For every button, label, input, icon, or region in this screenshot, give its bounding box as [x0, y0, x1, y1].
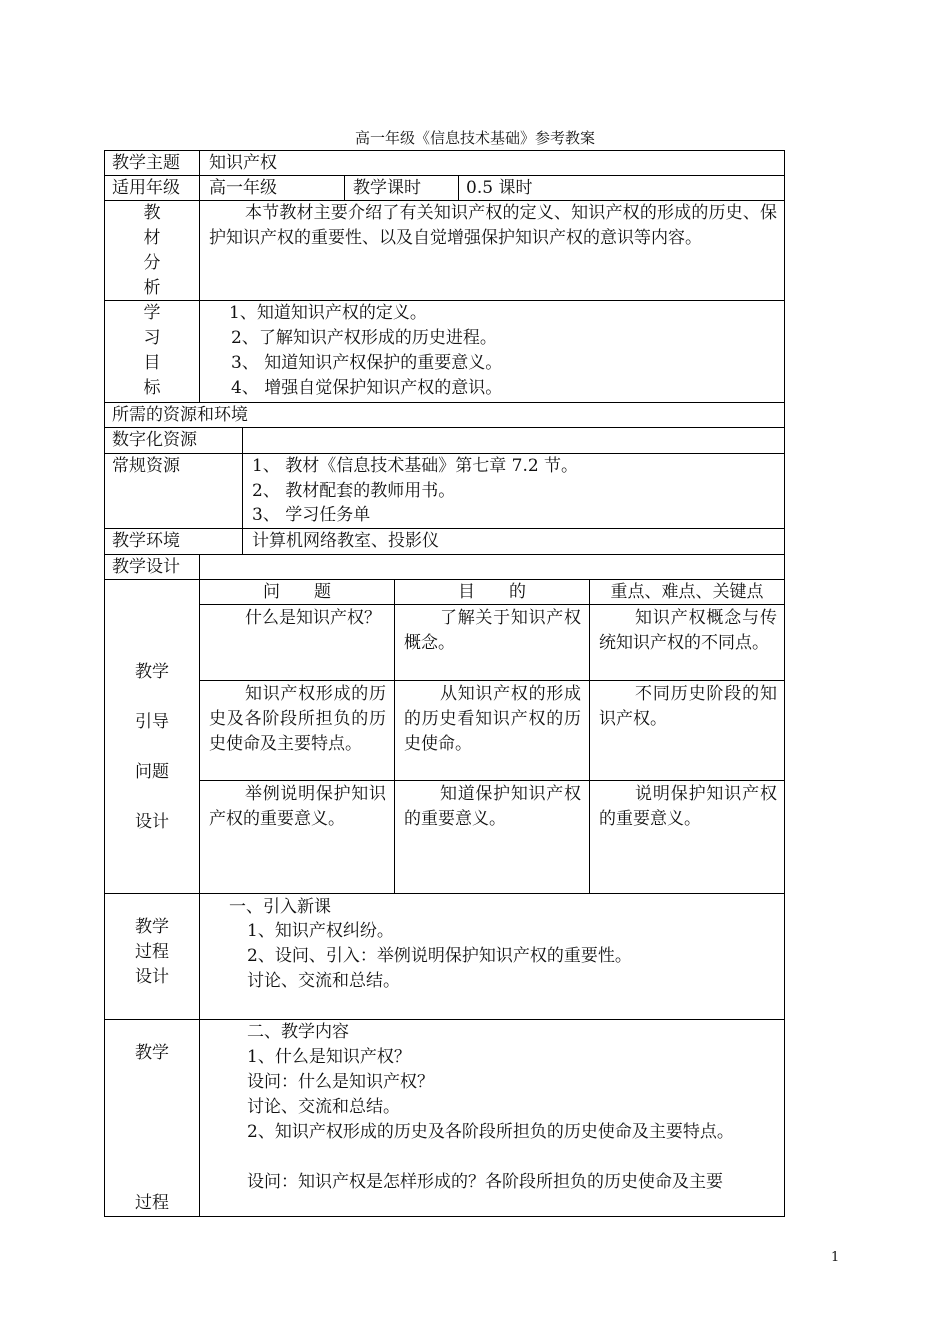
- table-rule: [344, 175, 345, 200]
- table-rule: [104, 893, 785, 894]
- table-rule: [589, 579, 590, 893]
- table-rule: [199, 150, 200, 403]
- teaching-line: 设问：知识产权是怎样形成的？各阶段所担负的历史使命及主要: [247, 1172, 723, 1192]
- grade-label: 适用年级: [112, 178, 180, 198]
- keypoint-cell: 不同历史阶段的知识产权。: [599, 684, 777, 729]
- material-text: 本节教材主要介绍了有关知识产权的定义、知识产权的形成的历史、保护知识产权的重要性、以及自觉增强保护知识产权的意识等内容。: [209, 203, 777, 248]
- process-label-line: 设计: [135, 967, 169, 987]
- table-rule: [104, 175, 785, 176]
- table-rule: [104, 528, 785, 529]
- teaching-line: 1、什么是知识产权？: [247, 1047, 411, 1067]
- topic-value: 知识产权: [209, 153, 277, 173]
- goal-item: 3、 知道知识产权保护的重要意义。: [231, 353, 503, 373]
- table-border: [104, 150, 785, 151]
- hours-value: 0.5 课时: [466, 178, 533, 198]
- keypoint-cell: 知识产权概念与传统知识产权的不同点。: [599, 608, 777, 653]
- material-label: 教 材 分 析: [143, 203, 161, 298]
- design-label: 教学设计: [112, 557, 180, 577]
- table-rule: [242, 427, 243, 554]
- process-line: 2、设问、引入：举例说明保护知识产权的重要性。: [247, 946, 632, 966]
- guide-label-line: 问题: [135, 762, 169, 782]
- teaching-line: 设问：什么是知识产权？: [247, 1072, 434, 1092]
- teaching-label-bottom: 过程: [135, 1193, 169, 1213]
- table-rule: [104, 554, 785, 555]
- process-line: 讨论、交流和总结。: [247, 971, 400, 991]
- goal-item: 4、 增强自觉保护知识产权的意识。: [231, 378, 503, 398]
- teaching-line: 讨论、交流和总结。: [247, 1097, 400, 1117]
- resources-header: 所需的资源和环境: [112, 405, 248, 425]
- goals-label: 学 习 目 标: [143, 303, 161, 398]
- table-rule: [199, 780, 785, 781]
- table-rule: [199, 554, 200, 1217]
- column-header-purpose: 目 的: [458, 582, 526, 602]
- table-rule: [394, 579, 395, 893]
- table-border: [104, 1216, 785, 1217]
- digital-resources-label: 数字化资源: [112, 430, 197, 450]
- column-header-keypoints: 重点、难点、关键点: [610, 582, 764, 602]
- guide-label-line: 教学: [135, 662, 169, 682]
- process-line: 1、知识产权纠纷。: [247, 921, 394, 941]
- environment-label: 教学环境: [112, 531, 180, 551]
- table-border: [784, 150, 785, 1217]
- column-header-question: 问 题: [263, 582, 331, 602]
- guide-label-line: 设计: [135, 812, 169, 832]
- process-label-line: 教学: [135, 917, 169, 937]
- question-cell: 什么是知识产权？: [245, 608, 381, 628]
- table-rule: [104, 1019, 785, 1020]
- table-rule: [199, 680, 785, 681]
- goal-item: 1、知道知识产权的定义。: [229, 303, 427, 323]
- process-line: 一、引入新课: [229, 897, 331, 917]
- topic-label: 教学主题: [112, 153, 180, 173]
- question-cell: 举例说明保护知识产权的重要意义。: [209, 784, 386, 829]
- guide-label-line: 引导: [135, 712, 169, 732]
- teaching-line: 二、教学内容: [247, 1022, 349, 1042]
- teaching-label-top: 教学: [135, 1043, 169, 1063]
- process-label-line: 过程: [135, 942, 169, 962]
- table-rule: [458, 175, 459, 200]
- keypoint-cell: 说明保护知识产权的重要意义。: [599, 784, 777, 829]
- hours-label: 教学课时: [353, 178, 421, 198]
- purpose-cell: 知道保护知识产权的重要意义。: [404, 784, 581, 829]
- question-cell: 知识产权形成的历史及各阶段所担负的历史使命及主要特点。: [209, 684, 386, 754]
- regular-resource-item: 2、 教材配套的教师用书。: [252, 481, 456, 501]
- table-rule: [104, 300, 785, 301]
- teaching-paragraph: 2、知识产权形成的历史及各阶段所担负的历史使命及主要特点。: [247, 1122, 734, 1142]
- purpose-cell: 了解关于知识产权概念。: [404, 608, 581, 653]
- regular-resources-label: 常规资源: [112, 456, 180, 476]
- purpose-cell: 从知识产权的形成的历史看知识产权的历史使命。: [404, 684, 581, 754]
- goal-item: 2、了解知识产权形成的历史进程。: [231, 328, 497, 348]
- environment-value: 计算机网络教室、投影仪: [252, 531, 439, 551]
- regular-resource-item: 1、 教材《信息技术基础》第七章 7.2 节。: [252, 456, 579, 476]
- grade-value: 高一年级: [209, 178, 277, 198]
- page-number: 1: [831, 1250, 840, 1265]
- regular-resource-item: 3、 学习任务单: [252, 505, 371, 525]
- document-title: 高一年级《信息技术基础》参考教案: [354, 129, 595, 147]
